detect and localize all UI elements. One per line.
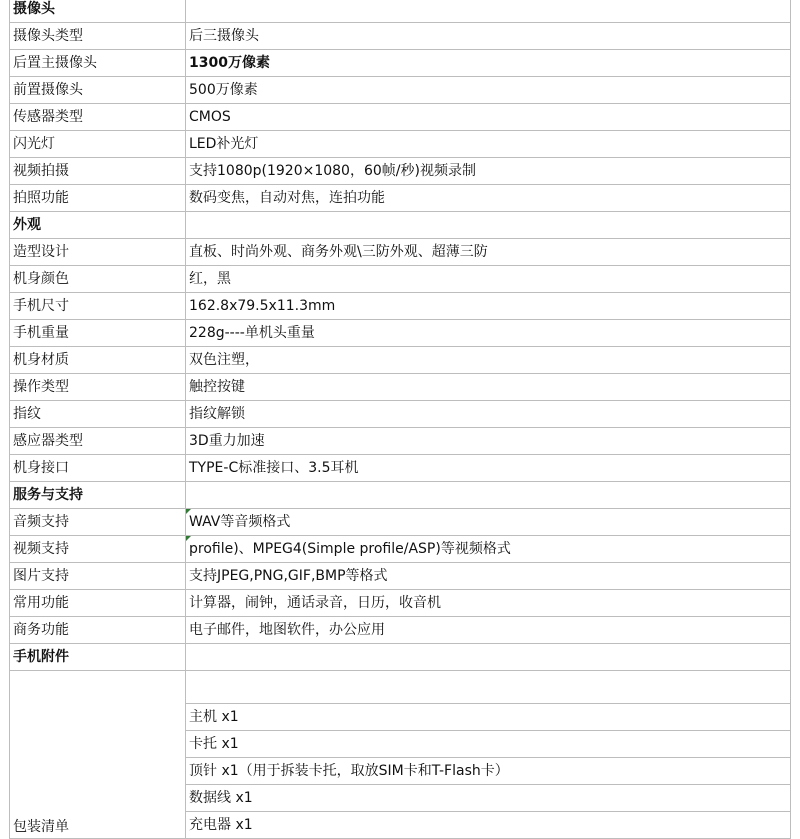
spec-value: 触控按键 bbox=[186, 374, 791, 401]
spec-row bbox=[10, 104, 791, 131]
spec-table bbox=[9, 0, 791, 839]
package-item: 顶针 x1（用于拆装卡托，取放SIM卡和T-Flash卡） bbox=[186, 758, 791, 785]
spec-row bbox=[10, 455, 791, 482]
spec-value: 1300万像素 bbox=[186, 50, 791, 77]
spec-row bbox=[10, 428, 791, 455]
spec-key: 机身材质 bbox=[10, 347, 186, 374]
package-item-blank bbox=[186, 671, 791, 704]
spec-key: 后置主摄像头 bbox=[10, 50, 186, 77]
spec-key: 视频拍摄 bbox=[10, 158, 186, 185]
spec-value: 双色注塑， bbox=[186, 347, 791, 374]
spec-row bbox=[10, 347, 791, 374]
spec-key: 视频支持 bbox=[10, 536, 186, 563]
package-item: 主机 x1 bbox=[186, 704, 791, 731]
package-item: 充电器 x1 bbox=[186, 812, 791, 839]
section-title: 摄像头 bbox=[10, 0, 186, 23]
section-title-blank bbox=[186, 212, 791, 239]
spec-value: profile)、MPEG4(Simple profile/ASP)等视频格式 bbox=[186, 536, 791, 563]
spec-key: 造型设计 bbox=[10, 239, 186, 266]
section-title-blank bbox=[186, 0, 791, 23]
spec-key: 传感器类型 bbox=[10, 104, 186, 131]
spec-value: TYPE-C标准接口、3.5耳机 bbox=[186, 455, 791, 482]
spec-key: 音频支持 bbox=[10, 509, 186, 536]
section-header bbox=[10, 644, 791, 671]
package-row bbox=[10, 671, 791, 704]
spec-key: 感应器类型 bbox=[10, 428, 186, 455]
spec-row bbox=[10, 536, 791, 563]
spec-value: 计算器，闹钟，通话录音，日历，收音机 bbox=[186, 590, 791, 617]
spec-value: 数码变焦，自动对焦，连拍功能 bbox=[186, 185, 791, 212]
spec-key: 操作类型 bbox=[10, 374, 186, 401]
spec-value: 红，黑 bbox=[186, 266, 791, 293]
section-title: 外观 bbox=[10, 212, 186, 239]
spec-row bbox=[10, 293, 791, 320]
spec-value: CMOS bbox=[186, 104, 791, 131]
spec-row bbox=[10, 617, 791, 644]
spec-row bbox=[10, 590, 791, 617]
spec-row bbox=[10, 158, 791, 185]
spec-key: 拍照功能 bbox=[10, 185, 186, 212]
spec-sheet bbox=[9, 0, 790, 839]
spec-value: 3D重力加速 bbox=[186, 428, 791, 455]
spec-row bbox=[10, 401, 791, 428]
section-header bbox=[10, 212, 791, 239]
section-header bbox=[10, 0, 791, 23]
spec-key: 闪光灯 bbox=[10, 131, 186, 158]
spec-key: 手机重量 bbox=[10, 320, 186, 347]
spec-row bbox=[10, 509, 791, 536]
spec-value: 后三摄像头 bbox=[186, 23, 791, 50]
spec-key: 常用功能 bbox=[10, 590, 186, 617]
spec-row bbox=[10, 266, 791, 293]
spec-row bbox=[10, 374, 791, 401]
spec-row bbox=[10, 185, 791, 212]
section-title: 手机附件 bbox=[10, 644, 186, 671]
spec-value: WAV等音频格式 bbox=[186, 509, 791, 536]
spec-key: 机身颜色 bbox=[10, 266, 186, 293]
spec-value: 指纹解锁 bbox=[186, 401, 791, 428]
spec-value: 228g----单机头重量 bbox=[186, 320, 791, 347]
package-item: 卡托 x1 bbox=[186, 731, 791, 758]
spec-row bbox=[10, 131, 791, 158]
section-title-blank bbox=[186, 482, 791, 509]
spec-key: 商务功能 bbox=[10, 617, 186, 644]
spec-row bbox=[10, 50, 791, 77]
spec-row bbox=[10, 563, 791, 590]
section-title: 服务与支持 bbox=[10, 482, 186, 509]
spec-row bbox=[10, 23, 791, 50]
spec-row bbox=[10, 320, 791, 347]
spec-key: 指纹 bbox=[10, 401, 186, 428]
spec-row bbox=[10, 77, 791, 104]
spec-value: 直板、时尚外观、商务外观\三防外观、超薄三防 bbox=[186, 239, 791, 266]
spec-value: 支持JPEG,PNG,GIF,BMP等格式 bbox=[186, 563, 791, 590]
spec-value: LED补光灯 bbox=[186, 131, 791, 158]
spec-key: 摄像头类型 bbox=[10, 23, 186, 50]
section-title-blank bbox=[186, 644, 791, 671]
spec-key: 图片支持 bbox=[10, 563, 186, 590]
spec-value: 500万像素 bbox=[186, 77, 791, 104]
spec-key: 手机尺寸 bbox=[10, 293, 186, 320]
package-key: 包装清单 bbox=[10, 671, 186, 839]
spec-value: 支持1080p(1920×1080，60帧/秒)视频录制 bbox=[186, 158, 791, 185]
package-item: 数据线 x1 bbox=[186, 785, 791, 812]
spec-row bbox=[10, 239, 791, 266]
spec-value: 电子邮件，地图软件，办公应用 bbox=[186, 617, 791, 644]
spec-value: 162.8x79.5x11.3mm bbox=[186, 293, 791, 320]
spec-key: 前置摄像头 bbox=[10, 77, 186, 104]
section-header bbox=[10, 482, 791, 509]
spec-key: 机身接口 bbox=[10, 455, 186, 482]
